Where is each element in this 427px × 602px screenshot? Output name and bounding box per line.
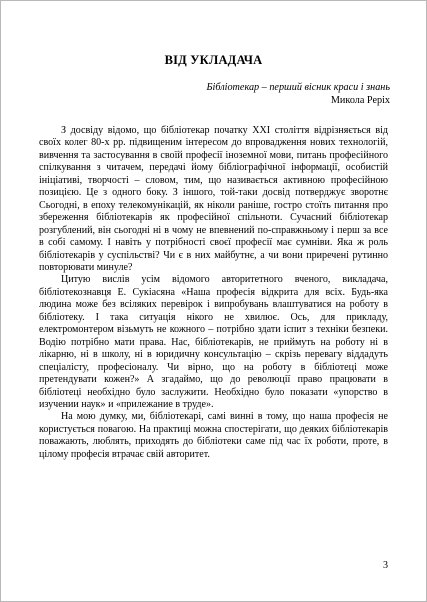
- paragraph: З досвіду відомо, що бібліотекар початку XXI століття відрізняється від своїх колег 80-х рр. підвищеним інтересом до впровадження нових технологій, вивчення та застосування в своїй професії іноземної мови, питань професійного спілкування з читачем, передачі йому бібліографічної інформації, особистій ініціативі, творчості – словом, тим, що називається активною професійною позицією. Це з одного боку. З іншого, той-таки досвід потверджує зворотнє Сьогодні, в епоху телекомунікацій, як ніколи раніше, гостро стоїть питання про збереження бібліотекарів як професійної спільноти. Сучасний бібліотекар розгублений, він сьогодні ні в чому не впевнений по-справжньому і перш за все в собі самому. І навіть у потрібності своєї професії має сумніви. Яка ж роль бібліотекарів у суспільстві? Чи є в них майбутнє, а чи вони приречені рутинно повторювати минуле?: [39, 125, 388, 273]
- body-text: [39, 125, 388, 461]
- page-number: 3: [383, 560, 388, 571]
- epigraph: [206, 81, 390, 107]
- paragraph: Цитую вислів усім відомого авторитетного вченого, викладача, бібліотекознавця Е. Сукіасяна «Наша професія відкрита для всіх. Будь-яка людина може без всіляких перевірок і випробувань влаштуватися на роботу в бібліотеку. І така ситуація нікого не хвилює. Ось, для прикладу, електромонтером візьмуть не кожного – потрібно здати іспит з техніки безпеки. Водію потрібно мати права. Нас, бібліотекарів, не приймуть на роботу ні в лікарню, ні в школу, ні в юридичну консультацію – скрізь перевагу віддадуть спеціалісту, професіоналу. Чи вірно, що на роботу в бібліотеці може претендувати кожен?» А згадаймо, що до революції право працювати в бібліотеці необхідно було заслужити. Необхідно було показати «упорство в изучении наук» и «прилежание в труде».: [39, 274, 388, 410]
- epigraph-quote: Бібліотекар – перший вісник краси і знань: [206, 82, 390, 93]
- epigraph-author: Микола Реріх: [330, 95, 390, 106]
- page-title: ВІД УКЛАДАЧА: [164, 53, 263, 67]
- paragraph: На мою думку, ми, бібліотекарі, самі винні в тому, що наша професія не користується повагою. На практиці можна спостерігати, що деяких бібліотекарів поважають, люблять, приходять до бібліотеки саме під час їх роботи, проте, в цілому професія втрачає свій авторитет.: [39, 411, 388, 460]
